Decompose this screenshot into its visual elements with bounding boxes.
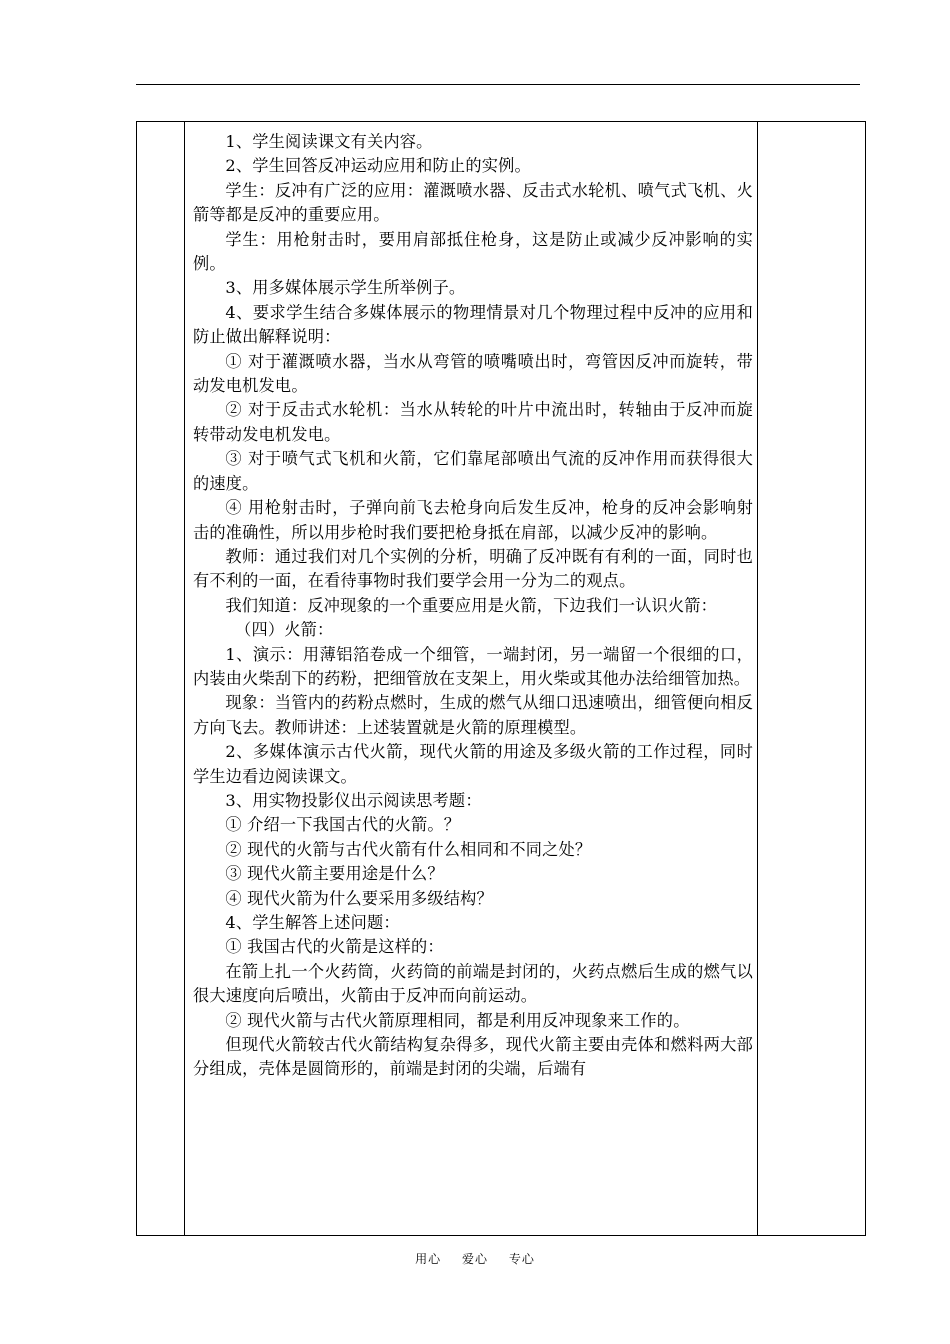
- paragraph: 教师：通过我们对几个实例的分析，明确了反冲既有有利的一面，同时也有不利的一面，在看待事物时我们要学会用一分为二的观点。: [193, 546, 753, 591]
- paragraph: 2、学生回答反冲运动应用和防止的实例。: [225, 156, 531, 176]
- answer-item: ② 现代火箭与古代火箭原理相同，都是利用反冲现象来工作的。: [225, 1010, 690, 1030]
- question-item: ② 现代的火箭与古代火箭有什么相同和不同之处？: [225, 839, 592, 859]
- paragraph: 学生：用枪射击时，要用肩部抵住枪身，这是防止或减少反冲影响的实例。: [193, 229, 753, 274]
- section-heading: （四）火箭：: [235, 620, 334, 640]
- paragraph: ③ 对于喷气式飞机和火箭，它们靠尾部喷出气流的反冲作用而获得很大的速度。: [193, 449, 753, 493]
- paragraph: 1、学生阅读课文有关内容。: [225, 132, 433, 151]
- footer-text-middle: 爱心: [461, 1252, 488, 1266]
- paragraph: 2、多媒体演示古代火箭，现代火箭的用途及多级火箭的工作过程，同时学生边看边阅读课文。: [193, 742, 753, 786]
- lesson-table: [136, 121, 866, 1236]
- main-content-cell: [193, 130, 753, 1230]
- right-column-cell: [757, 122, 865, 1235]
- paragraph: 3、用多媒体展示学生所举例子。: [225, 278, 466, 298]
- question-item: ① 介绍一下我国古代的火箭。？: [225, 815, 461, 835]
- header-rule: [136, 84, 860, 85]
- paragraph: 学生：反冲有广泛的应用：灌溉喷水器、反击式水轮机、喷气式飞机、火箭等都是反冲的重要应用。: [193, 180, 753, 225]
- paragraph: 我们知道：反冲现象的一个重要应用是火箭，下边我们一认识火箭：: [225, 595, 718, 615]
- paragraph: ② 对于反击式水轮机：当水从转轮的叶片中流出时，转轴由于反冲而旋转带动发电机发电。: [193, 400, 753, 444]
- paragraph: 现象：当管内的药粉点燃时，生成的燃气从细口迅速喷出，细管便向相反方向飞去。教师讲述：上述装置就是火箭的原理模型。: [193, 693, 753, 737]
- paragraph: 4、学生解答上述问题：: [225, 913, 400, 932]
- footer-text-left: 用心: [415, 1252, 442, 1266]
- paragraph: 3、用实物投影仪出示阅读思考题：: [225, 790, 482, 810]
- page-footer: [0, 1250, 950, 1267]
- footer-text-right: 专心: [508, 1252, 535, 1266]
- paragraph: ④ 用枪射击时，子弹向前飞去枪身向后发生反冲，枪身的反冲会影响射击的准确性，所以用步枪时我们要把枪身抵在肩部，以减少反冲的影响。: [193, 498, 753, 542]
- paragraph: 4、要求学生结合多媒体展示的物理情景对几个物理过程中反冲的应用和防止做出解释说明：: [193, 302, 753, 347]
- paragraph: 1、演示：用薄铝箔卷成一个细管，一端封闭，另一端留一个很细的口，内装由火柴刮下的药粉，把细管放在支架上，用火柴或其他办法给细管加热。: [193, 644, 753, 688]
- paragraph: ① 对于灌溉喷水器，当水从弯管的喷嘴喷出时，弯管因反冲而旋转，带动发电机发电。: [193, 351, 753, 396]
- paragraph: 在箭上扎一个火药筒，火药筒的前端是封闭的，火药点燃后生成的燃气以很大速度向后喷出，火箭由于反冲而向前运动。: [193, 961, 753, 1006]
- answer-item: ① 我国古代的火箭是这样的：: [225, 937, 444, 957]
- question-item: ④ 现代火箭为什么要采用多级结构？: [225, 888, 493, 908]
- question-item: ③ 现代火箭主要用途是什么？: [225, 864, 444, 884]
- paragraph: 但现代火箭较古代火箭结构复杂得多，现代火箭主要由壳体和燃料两大部分组成，壳体是圆筒形的，前端是封闭的尖端，后端有: [193, 1035, 753, 1079]
- left-column-cell: [137, 122, 185, 1235]
